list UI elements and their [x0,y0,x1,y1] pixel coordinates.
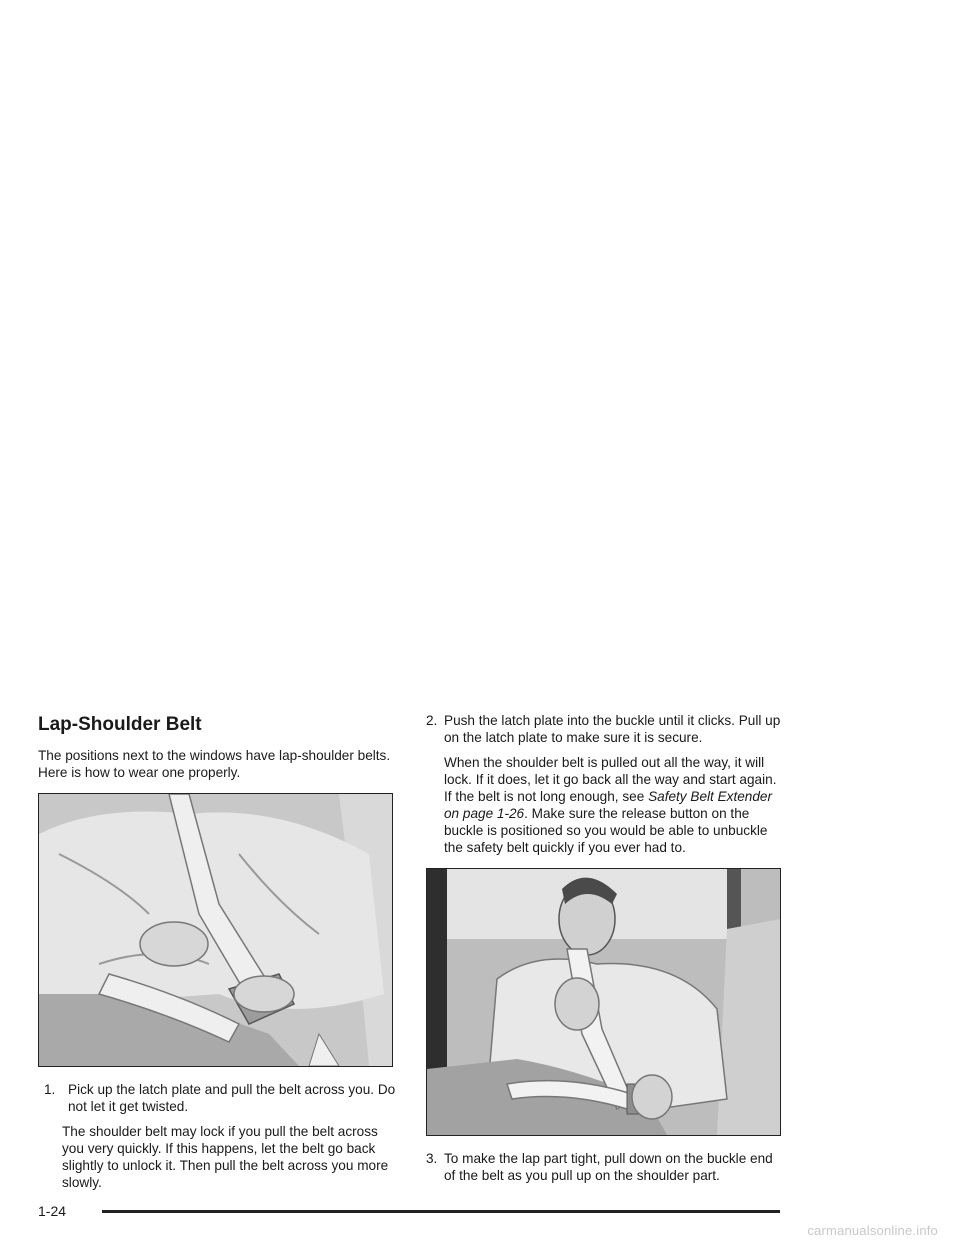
step-1 [38,1081,396,1115]
step-3-number: 3. [426,1151,438,1166]
illustration-latch-plate-drawing [39,794,392,1066]
step-2-note-before: When the shoulder belt is pulled out all the way, it will lock. If it does, let it go back all the way and start again. If the belt is not long enough, see [444,755,777,804]
step-1-note: The shoulder belt may lock if you pull the belt across you very quickly. If this happens, let the belt go back slightly to unlock it. Then pull the belt across you more slowly. [62,1124,389,1190]
right-column [426,712,786,1184]
intro-paragraph: The positions next to the windows have lap-shoulder belts. Here is how to wear one properly. [38,748,391,780]
illustration-latch-plate [38,793,393,1067]
step-2-number: 2. [426,713,438,728]
page-number: 1-24 [38,1203,67,1219]
step-2-note [444,754,786,856]
left-column [38,712,396,1191]
step-1-text: Pick up the latch plate and pull the belt across you. Do not let it get twisted. [68,1082,396,1114]
step-3-text: To make the lap part tight, pull down on the buckle end of the belt as you pull up on the shoulder part. [444,1151,773,1183]
watermark: carmanualsonline.info [807,1223,938,1238]
step-2-note-after: . Make sure the release button on the buckle is positioned so you would be able to unbuckle the safety belt quickly if you ever had to. [444,806,768,855]
safety-belt-extender-reference: Safety Belt Extender on page 1-26 [444,789,772,821]
step-2 [426,712,786,746]
illustration-buckling [426,868,781,1136]
illustration-buckling-drawing [427,869,780,1135]
footer-rule [102,1210,780,1213]
step-2-text: Push the latch plate into the buckle until it clicks. Pull up on the latch plate to make sure it is secure. [444,713,781,745]
step-3 [426,1150,786,1184]
section-title: Lap-Shoulder Belt [38,714,202,735]
step-1-number: 1. [44,1082,56,1097]
